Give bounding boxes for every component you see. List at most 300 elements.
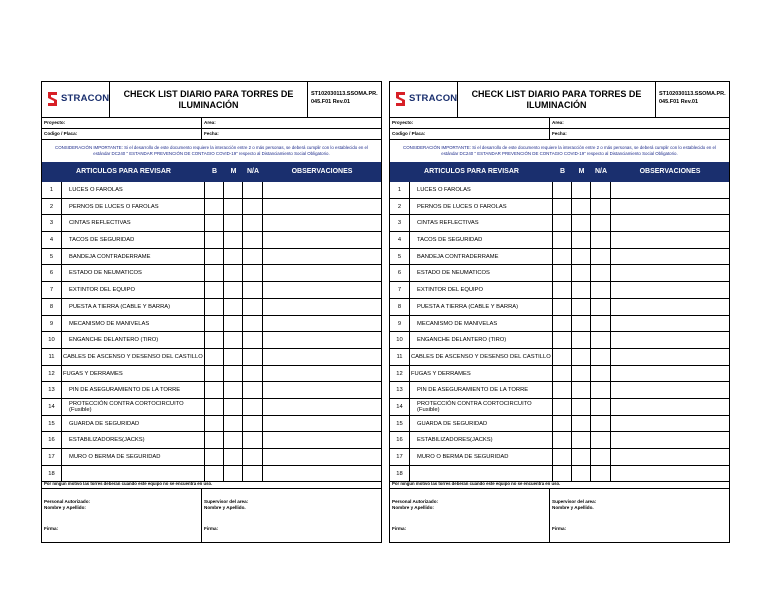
row-number: 14 <box>42 399 62 415</box>
check-m-cell[interactable] <box>224 199 243 215</box>
check-na-cell[interactable] <box>591 449 611 465</box>
check-na-cell[interactable] <box>591 282 611 298</box>
row-item: TACOS DE SEGURIDAD <box>62 232 205 248</box>
check-na-cell[interactable] <box>243 349 263 365</box>
document-code: ST102030113.SSOMA.PR.045.F01 Rev.01 <box>659 91 726 105</box>
observations-cell[interactable] <box>611 399 729 415</box>
check-b-cell[interactable] <box>553 349 572 365</box>
table-row <box>42 316 381 333</box>
table-row <box>390 382 729 399</box>
observations-cell[interactable] <box>611 366 729 382</box>
important-notice <box>42 140 381 162</box>
table-row <box>42 382 381 399</box>
row-number: 6 <box>42 265 62 281</box>
row-number: 18 <box>42 466 62 482</box>
title-cell <box>110 82 308 117</box>
row-item: FUGAS Y DERRAMES <box>62 366 205 382</box>
brand-name: STRACON <box>409 93 458 104</box>
row-item: CABLES DE ASCENSO Y DESENSO DEL CASTILLO <box>410 349 553 365</box>
signature-field[interactable]: Firma: <box>392 526 407 531</box>
row-item: ESTADO DE NEUMATICOS <box>62 265 205 281</box>
check-b-cell[interactable] <box>553 416 572 432</box>
footnote: Por ningun motivo las torres deberan cuando este equipo no se encuentra en uso. <box>42 479 381 489</box>
row-number: 15 <box>390 416 410 432</box>
check-na-cell[interactable] <box>243 199 263 215</box>
observations-cell[interactable] <box>263 349 381 365</box>
row-number: 11 <box>390 349 410 365</box>
row-item: FUGAS Y DERRAMES <box>410 366 553 382</box>
check-na-cell[interactable] <box>243 332 263 348</box>
row-number: 4 <box>390 232 410 248</box>
row-number: 13 <box>390 382 410 398</box>
check-na-cell[interactable] <box>243 249 263 265</box>
header-articulos: ARTICULOS PARA REVISAR <box>424 168 519 175</box>
check-b-cell[interactable] <box>553 232 572 248</box>
observations-cell[interactable] <box>263 232 381 248</box>
table-row <box>42 349 381 366</box>
row-item: PUESTA A TIERRA (CABLE Y BARRA) <box>410 299 553 315</box>
row-number: 2 <box>42 199 62 215</box>
area-field[interactable]: Area: <box>204 120 216 125</box>
table-row <box>42 232 381 249</box>
header-articulos: ARTICULOS PARA REVISAR <box>76 168 171 175</box>
check-b-cell[interactable] <box>553 432 572 448</box>
check-b-cell[interactable] <box>205 249 224 265</box>
row-item: GUARDA DE SEGURIDAD <box>62 416 205 432</box>
row-number: 11 <box>42 349 62 365</box>
check-b-cell[interactable] <box>553 282 572 298</box>
observations-cell[interactable] <box>263 199 381 215</box>
check-b-cell[interactable] <box>205 215 224 231</box>
observations-cell[interactable] <box>611 265 729 281</box>
stracon-logo-icon <box>46 91 59 107</box>
check-m-cell[interactable] <box>572 382 591 398</box>
table-row <box>42 299 381 316</box>
check-na-cell[interactable] <box>591 416 611 432</box>
brand-name: STRACON <box>61 93 110 104</box>
check-m-cell[interactable] <box>224 332 243 348</box>
stracon-logo-icon <box>394 91 407 107</box>
observations-cell[interactable] <box>611 432 729 448</box>
check-m-cell[interactable] <box>572 215 591 231</box>
observations-cell[interactable] <box>263 432 381 448</box>
check-m-cell[interactable] <box>572 432 591 448</box>
table-row <box>390 265 729 282</box>
table-row <box>390 399 729 416</box>
row-item: PROTECCIÓN CONTRA CORTOCIRCUITO (Fusible) <box>410 399 553 415</box>
check-b-cell[interactable] <box>205 332 224 348</box>
check-na-cell[interactable] <box>243 215 263 231</box>
row-number: 7 <box>42 282 62 298</box>
signature-field[interactable]: Firma: <box>552 526 567 531</box>
observations-cell[interactable] <box>611 349 729 365</box>
check-m-cell[interactable] <box>224 432 243 448</box>
observations-cell[interactable] <box>263 382 381 398</box>
observations-cell[interactable] <box>263 299 381 315</box>
title-cell <box>458 82 656 117</box>
check-b-cell[interactable] <box>205 449 224 465</box>
row-number: 14 <box>390 399 410 415</box>
check-m-cell[interactable] <box>572 332 591 348</box>
row-number: 15 <box>42 416 62 432</box>
row-item: LUCES O FAROLAS <box>410 182 553 198</box>
check-m-cell[interactable] <box>572 399 591 415</box>
check-na-cell[interactable] <box>591 382 611 398</box>
check-m-cell[interactable] <box>224 382 243 398</box>
check-m-cell[interactable] <box>224 299 243 315</box>
table-row <box>42 432 381 449</box>
row-item: CINTAS REFLECTIVAS <box>410 215 553 231</box>
table-row <box>390 432 729 449</box>
check-na-cell[interactable] <box>243 399 263 415</box>
row-item: CINTAS REFLECTIVAS <box>62 215 205 231</box>
observations-cell[interactable] <box>263 316 381 332</box>
row-number: 12 <box>42 366 62 382</box>
row-item: ENGANCHE DELANTERO (TIRO) <box>410 332 553 348</box>
check-na-cell[interactable] <box>243 382 263 398</box>
table-row <box>42 332 381 349</box>
row-item: MECANISMO DE MANIVELAS <box>62 316 205 332</box>
check-m-cell[interactable] <box>572 282 591 298</box>
check-m-cell[interactable] <box>224 316 243 332</box>
observations-cell[interactable] <box>611 449 729 465</box>
check-b-cell[interactable] <box>553 316 572 332</box>
supervisor-label: Supervisor del area: Nombre y Apellido. <box>204 499 249 510</box>
check-b-cell[interactable] <box>205 232 224 248</box>
row-number: 1 <box>390 182 410 198</box>
observations-cell[interactable] <box>263 416 381 432</box>
form-header <box>390 82 729 118</box>
check-na-cell[interactable] <box>591 199 611 215</box>
signature-field[interactable]: Firma: <box>44 526 59 531</box>
footnote: Por ningun motivo las torres deberan cuando este equipo no se encuentra en uso. <box>390 479 729 489</box>
observations-cell[interactable] <box>611 182 729 198</box>
check-m-cell[interactable] <box>572 349 591 365</box>
observations-cell[interactable] <box>263 399 381 415</box>
header-observaciones: OBSERVACIONES <box>639 168 701 175</box>
notice-text: CONSIDERACIÓN IMPORTANTE: Si el desarrollo de este documento requiere la interacción entre 2 o más personas, se deberá cumplir con lo establecido en el estándar DC240 " ESTANDAR PREVENCIÓN DE CONTAGIO COVID-19" respecto al Distanciamiento Social Obligatorio. <box>403 145 716 156</box>
checklist-form-right <box>389 81 730 543</box>
check-m-cell[interactable] <box>224 182 243 198</box>
check-b-cell[interactable] <box>205 349 224 365</box>
row-number: 3 <box>42 215 62 231</box>
row-item: PERNOS DE LUCES O FAROLAS <box>62 199 205 215</box>
row-item: MURO O BERMA DE SEGURIDAD <box>62 449 205 465</box>
check-b-cell[interactable] <box>205 282 224 298</box>
table-row <box>390 215 729 232</box>
check-b-cell[interactable] <box>205 265 224 281</box>
supervisor-block <box>550 489 729 542</box>
check-na-cell[interactable] <box>591 399 611 415</box>
observations-cell[interactable] <box>611 249 729 265</box>
code-plate-field[interactable]: Codigo / Placa: <box>390 129 550 139</box>
check-m-cell[interactable] <box>572 182 591 198</box>
date-field[interactable]: Fecha: <box>204 131 219 136</box>
check-na-cell[interactable] <box>243 182 263 198</box>
check-na-cell[interactable] <box>243 299 263 315</box>
row-item: PROTECCIÓN CONTRA CORTOCIRCUITO (Fusible) <box>62 399 205 415</box>
check-b-cell[interactable] <box>553 449 572 465</box>
check-b-cell[interactable] <box>553 265 572 281</box>
check-b-cell[interactable] <box>553 399 572 415</box>
checklist-form-left <box>41 81 382 543</box>
observations-cell[interactable] <box>263 265 381 281</box>
check-m-cell[interactable] <box>572 199 591 215</box>
table-row <box>390 332 729 349</box>
check-m-cell[interactable] <box>224 366 243 382</box>
check-b-cell[interactable] <box>553 366 572 382</box>
row-item: EXTINTOR DEL EQUIPO <box>410 282 553 298</box>
row-number: 16 <box>390 432 410 448</box>
table-row <box>390 416 729 433</box>
code-plate-field[interactable]: Codigo / Placa: <box>42 129 202 139</box>
observations-cell[interactable] <box>263 182 381 198</box>
check-na-cell[interactable] <box>591 215 611 231</box>
check-m-cell[interactable] <box>572 316 591 332</box>
check-m-cell[interactable] <box>224 249 243 265</box>
field-row-project <box>42 118 381 129</box>
check-m-cell[interactable] <box>224 232 243 248</box>
check-b-cell[interactable] <box>553 182 572 198</box>
check-na-cell[interactable] <box>591 316 611 332</box>
row-item: PIN DE ASEGURAMIENTO DE LA TORRE <box>62 382 205 398</box>
table-row <box>390 199 729 216</box>
row-number: 13 <box>42 382 62 398</box>
check-m-cell[interactable] <box>572 449 591 465</box>
authorized-personnel-block <box>390 489 550 542</box>
table-row <box>42 449 381 466</box>
check-na-cell[interactable] <box>243 265 263 281</box>
document-code: ST102030113.SSOMA.PR.045.F01 Rev.01 <box>311 91 378 105</box>
observations-cell[interactable] <box>611 316 729 332</box>
row-number: 17 <box>42 449 62 465</box>
check-b-cell[interactable] <box>205 316 224 332</box>
row-number: 3 <box>390 215 410 231</box>
table-row <box>42 265 381 282</box>
table-row <box>390 449 729 466</box>
important-notice <box>390 140 729 162</box>
check-m-cell[interactable] <box>224 349 243 365</box>
observations-cell[interactable] <box>611 232 729 248</box>
company-logo <box>42 82 110 117</box>
notice-text: CONSIDERACIÓN IMPORTANTE: Si el desarrollo de este documento requiere la interacción entre 2 o más personas, se deberá cumplir con lo establecido en el estándar DC240 " ESTANDAR PREVENCIÓN DE CONTAGIO COVID-19" respecto al Distanciamiento Social Obligatorio. <box>55 145 368 156</box>
form-title: CHECK LIST DIARIO PARA TORRES DE ILUMINACIÓN <box>471 88 642 110</box>
table-header <box>390 162 729 182</box>
row-number: 10 <box>390 332 410 348</box>
field-row-code <box>42 129 381 140</box>
check-m-cell[interactable] <box>572 366 591 382</box>
row-item: PERNOS DE LUCES O FAROLAS <box>410 199 553 215</box>
row-number: 5 <box>390 249 410 265</box>
row-number: 4 <box>42 232 62 248</box>
check-na-cell[interactable] <box>591 349 611 365</box>
row-item: GUARDA DE SEGURIDAD <box>410 416 553 432</box>
header-na: N/A <box>246 168 260 175</box>
check-b-cell[interactable] <box>553 199 572 215</box>
observations-cell[interactable] <box>611 199 729 215</box>
row-item: CABLES DE ASCENSO Y DESENSO DEL CASTILLO <box>62 349 205 365</box>
row-item: ENGANCHE DELANTERO (TIRO) <box>62 332 205 348</box>
row-number: 9 <box>390 316 410 332</box>
row-number: 6 <box>390 265 410 281</box>
code-cell <box>308 82 381 117</box>
field-row-code <box>390 129 729 140</box>
table-row <box>390 349 729 366</box>
row-item: ESTABILIZADORES(JACKS) <box>62 432 205 448</box>
company-logo <box>390 82 458 117</box>
check-b-cell[interactable] <box>205 416 224 432</box>
check-m-cell[interactable] <box>572 249 591 265</box>
check-na-cell[interactable] <box>243 449 263 465</box>
check-m-cell[interactable] <box>572 416 591 432</box>
check-b-cell[interactable] <box>205 299 224 315</box>
observations-cell[interactable] <box>263 366 381 382</box>
check-m-cell[interactable] <box>224 416 243 432</box>
row-item: MECANISMO DE MANIVELAS <box>410 316 553 332</box>
table-row <box>390 282 729 299</box>
check-na-cell[interactable] <box>591 232 611 248</box>
header-observaciones: OBSERVACIONES <box>291 168 353 175</box>
check-m-cell[interactable] <box>572 265 591 281</box>
observations-cell[interactable] <box>611 382 729 398</box>
check-b-cell[interactable] <box>553 249 572 265</box>
observations-cell[interactable] <box>611 299 729 315</box>
check-na-cell[interactable] <box>591 249 611 265</box>
authorized-personnel-label: Personal Autorizado: Nombre y Apellido: <box>392 499 439 510</box>
supervisor-block <box>202 489 381 542</box>
observations-cell[interactable] <box>263 282 381 298</box>
check-b-cell[interactable] <box>205 182 224 198</box>
row-item: MURO O BERMA DE SEGURIDAD <box>410 449 553 465</box>
checklist-rows <box>42 182 381 482</box>
form-header <box>42 82 381 118</box>
observations-cell[interactable] <box>611 416 729 432</box>
row-item: EXTINTOR DEL EQUIPO <box>62 282 205 298</box>
table-row <box>42 249 381 266</box>
row-item: ESTADO DE NEUMATICOS <box>410 265 553 281</box>
row-number: 16 <box>42 432 62 448</box>
check-na-cell[interactable] <box>243 316 263 332</box>
code-cell <box>656 82 729 117</box>
check-m-cell[interactable] <box>224 449 243 465</box>
table-row <box>42 366 381 383</box>
check-b-cell[interactable] <box>553 382 572 398</box>
row-number: 8 <box>390 299 410 315</box>
table-row <box>42 399 381 416</box>
observations-cell[interactable] <box>611 332 729 348</box>
supervisor-label: Supervisor del area: Nombre y Apellido. <box>552 499 597 510</box>
form-title: CHECK LIST DIARIO PARA TORRES DE ILUMINACIÓN <box>123 88 294 110</box>
area-field[interactable]: Area: <box>552 120 564 125</box>
observations-cell[interactable] <box>263 249 381 265</box>
date-field[interactable]: Fecha: <box>552 131 567 136</box>
header-b: B <box>211 168 218 175</box>
check-m-cell[interactable] <box>224 399 243 415</box>
table-row <box>42 199 381 216</box>
table-row <box>42 282 381 299</box>
check-na-cell[interactable] <box>591 366 611 382</box>
check-b-cell[interactable] <box>205 366 224 382</box>
field-row-project <box>390 118 729 129</box>
check-na-cell[interactable] <box>243 366 263 382</box>
checklist-rows <box>390 182 729 482</box>
check-m-cell[interactable] <box>224 265 243 281</box>
row-item: BANDEJA CONTRADERRAME <box>62 249 205 265</box>
check-b-cell[interactable] <box>205 432 224 448</box>
table-row <box>390 182 729 199</box>
row-item: ESTABILIZADORES(JACKS) <box>410 432 553 448</box>
check-na-cell[interactable] <box>591 432 611 448</box>
header-m: M <box>578 168 585 175</box>
table-row <box>42 182 381 199</box>
row-number: 5 <box>42 249 62 265</box>
table-row <box>42 416 381 433</box>
project-field[interactable]: Proyecto: <box>390 118 550 128</box>
check-na-cell[interactable] <box>243 282 263 298</box>
row-number: 2 <box>390 199 410 215</box>
observations-cell[interactable] <box>611 215 729 231</box>
check-b-cell[interactable] <box>553 332 572 348</box>
check-na-cell[interactable] <box>243 232 263 248</box>
table-header <box>42 162 381 182</box>
authorized-personnel-block <box>42 489 202 542</box>
observations-cell[interactable] <box>263 215 381 231</box>
row-number: 8 <box>42 299 62 315</box>
row-item: PUESTA A TIERRA (CABLE Y BARRA) <box>62 299 205 315</box>
row-number: 1 <box>42 182 62 198</box>
header-na: N/A <box>594 168 608 175</box>
authorized-personnel-label: Personal Autorizado: Nombre y Apellido: <box>44 499 91 510</box>
check-na-cell[interactable] <box>591 332 611 348</box>
check-na-cell[interactable] <box>591 299 611 315</box>
row-item: BANDEJA CONTRADERRAME <box>410 249 553 265</box>
check-m-cell[interactable] <box>572 299 591 315</box>
row-item: PIN DE ASEGURAMIENTO DE LA TORRE <box>410 382 553 398</box>
check-m-cell[interactable] <box>572 232 591 248</box>
row-number: 12 <box>390 366 410 382</box>
check-m-cell[interactable] <box>224 215 243 231</box>
check-b-cell[interactable] <box>205 399 224 415</box>
check-b-cell[interactable] <box>553 299 572 315</box>
check-na-cell[interactable] <box>591 182 611 198</box>
check-na-cell[interactable] <box>243 432 263 448</box>
check-b-cell[interactable] <box>205 382 224 398</box>
check-b-cell[interactable] <box>205 199 224 215</box>
observations-cell[interactable] <box>263 332 381 348</box>
row-number: 17 <box>390 449 410 465</box>
row-number: 18 <box>390 466 410 482</box>
header-b: B <box>559 168 566 175</box>
observations-cell[interactable] <box>263 449 381 465</box>
header-m: M <box>230 168 237 175</box>
project-field[interactable]: Proyecto: <box>42 118 202 128</box>
check-na-cell[interactable] <box>591 265 611 281</box>
signature-field[interactable]: Firma: <box>204 526 219 531</box>
row-item: TACOS DE SEGURIDAD <box>410 232 553 248</box>
table-row <box>390 249 729 266</box>
table-row <box>390 232 729 249</box>
check-na-cell[interactable] <box>243 416 263 432</box>
row-number: 9 <box>42 316 62 332</box>
row-number: 10 <box>42 332 62 348</box>
table-row <box>390 366 729 383</box>
observations-cell[interactable] <box>611 282 729 298</box>
row-number: 7 <box>390 282 410 298</box>
row-item: LUCES O FAROLAS <box>62 182 205 198</box>
check-m-cell[interactable] <box>224 282 243 298</box>
table-row <box>390 299 729 316</box>
check-b-cell[interactable] <box>553 215 572 231</box>
